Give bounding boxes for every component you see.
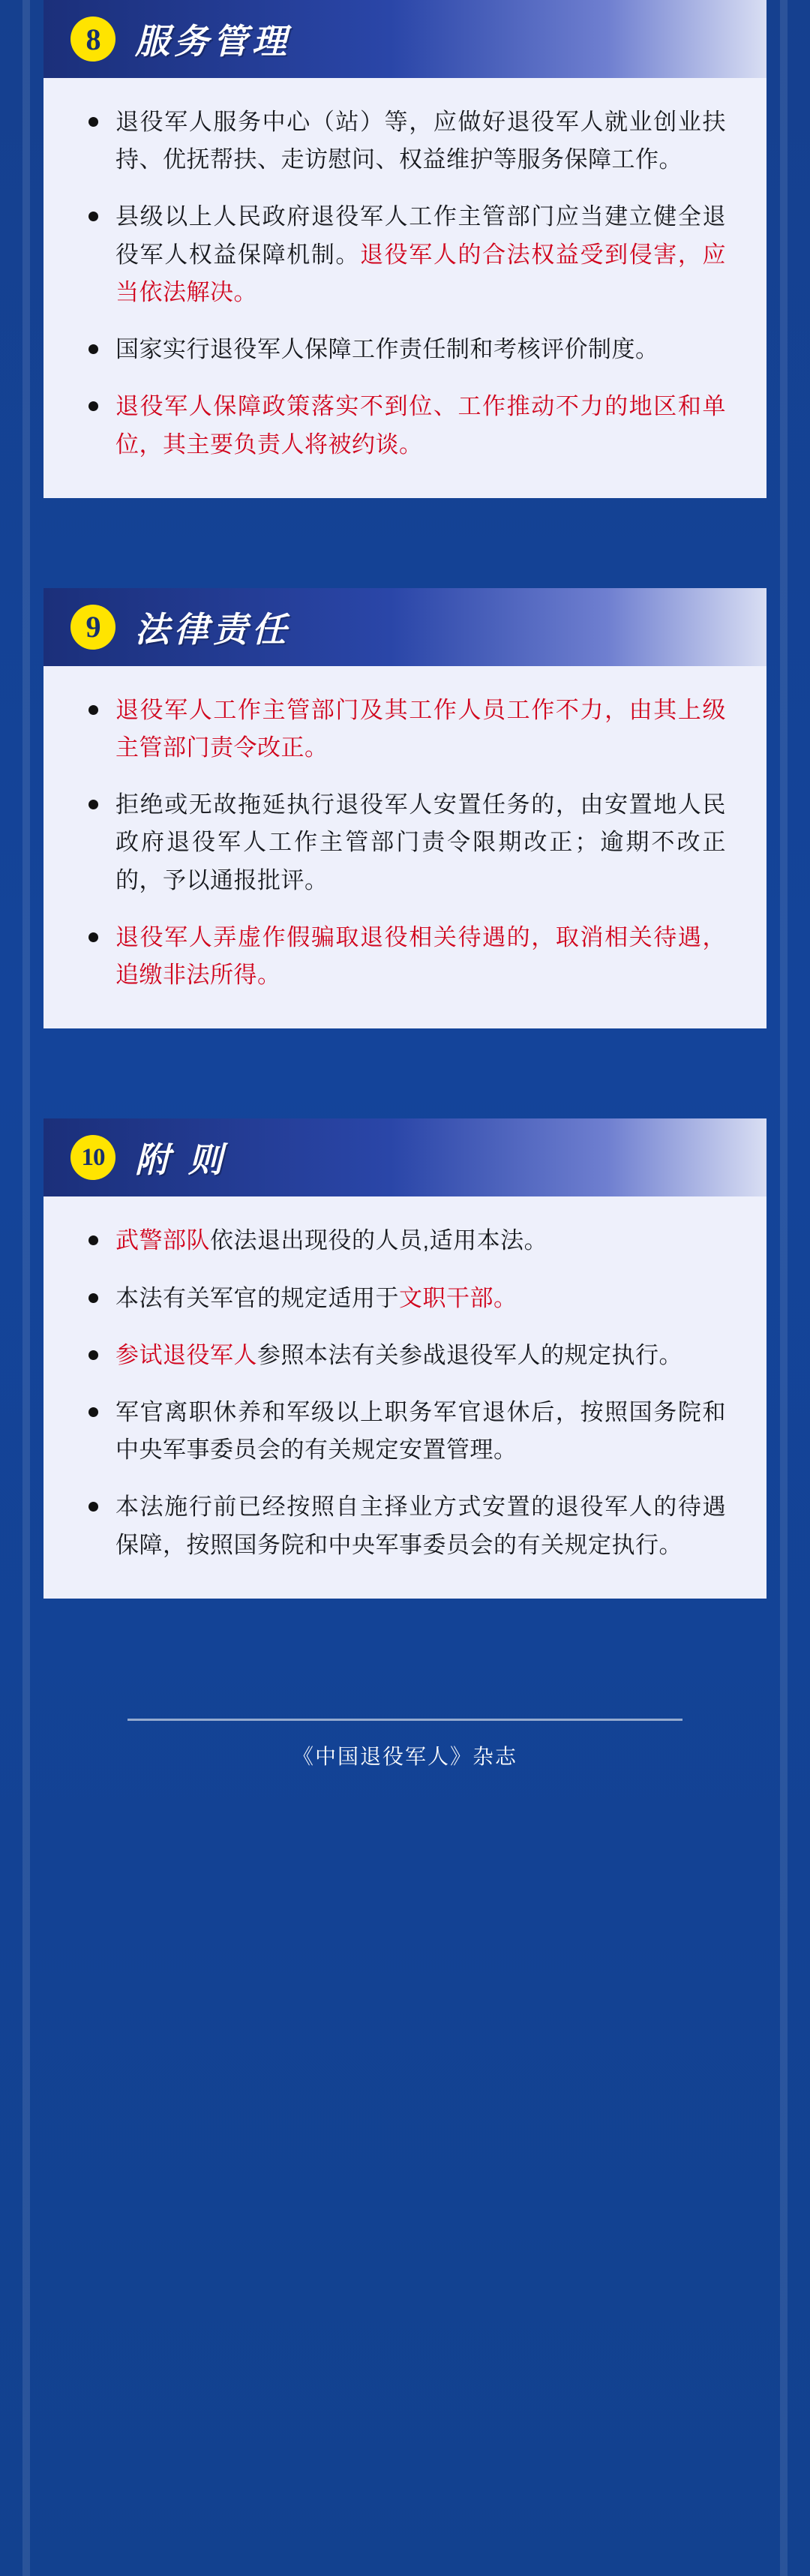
item-text-highlight: 参试退役军人	[116, 1341, 257, 1368]
section-title: 法律责任	[135, 609, 291, 649]
section-title: 附 则	[135, 1140, 227, 1180]
item-text: 依法退出现役的人员,适用本法。	[210, 1227, 548, 1254]
list-item	[84, 1222, 726, 1259]
section-title: 服务管理	[135, 22, 291, 61]
list-item	[84, 1488, 726, 1563]
section-item-list	[84, 692, 726, 995]
item-text: 本法施行前已经按照自主择业方式安置的退役军人的待遇保障，按照国务院和中央军事委员会的有关规定执行。	[116, 1494, 726, 1558]
item-text: 拒绝或无故拖延执行退役军人安置任务的，由安置地人民政府退役军人工作主管部门责令限期改正；逾期不改正的，予以通报批评。	[116, 791, 726, 893]
section-body	[44, 78, 766, 464]
item-text-highlight: 退役军人的合法权益受到侵害，应当依法解决。	[116, 241, 727, 305]
list-item	[84, 331, 726, 368]
section-item-list	[84, 1222, 726, 1564]
section-service-management	[44, 0, 766, 498]
footer-source-text: 《中国退役军人》杂志	[128, 1719, 682, 1770]
list-item	[84, 1337, 726, 1374]
list-item	[84, 919, 726, 994]
section-item-list	[84, 104, 726, 464]
section-number-badge: 8	[70, 17, 116, 62]
item-text: 本法有关军官的规定适用于	[116, 1284, 399, 1311]
section-body	[44, 666, 766, 995]
list-item	[84, 388, 726, 463]
list-item	[84, 1280, 726, 1317]
list-item	[84, 198, 726, 311]
item-text: 退役军人服务中心（站）等，应做好退役军人就业创业扶持、优抚帮扶、走访慰问、权益维护等服务保障工作。	[116, 109, 726, 173]
item-text-highlight: 文职干部。	[399, 1284, 518, 1311]
section-header	[44, 1118, 766, 1196]
section-number-badge: 9	[70, 605, 116, 650]
section-legal-liability	[44, 588, 766, 1029]
list-item	[84, 786, 726, 899]
list-item	[84, 104, 726, 179]
item-text-highlight: 退役军人工作主管部门及其工作人员工作不力，由其上级主管部门责令改正。	[116, 696, 726, 761]
right-rail-decoration	[780, 0, 788, 2576]
list-item	[84, 1394, 726, 1469]
list-item	[84, 692, 726, 767]
item-text-highlight: 退役军人保障政策落实不到位、工作推动不力的地区和单位，其主要负责人将被约谈。	[116, 393, 726, 458]
item-text: 参照本法有关参战退役军人的规定执行。	[257, 1341, 682, 1368]
left-rail-decoration	[22, 0, 30, 2576]
footer	[44, 1689, 766, 1811]
item-text-highlight: 武警部队	[116, 1227, 210, 1254]
section-header	[44, 588, 766, 666]
item-text: 国家实行退役军人保障工作责任制和考核评价制度。	[116, 336, 659, 363]
item-text: 军官离职休养和军级以上职务军官退休后，按照国务院和中央军事委员会的有关规定安置管理。	[116, 1398, 726, 1464]
item-text-highlight: 退役军人弄虚作假骗取退役相关待遇的，取消相关待遇，追缴非法所得。	[116, 923, 726, 989]
section-number-badge: 10	[70, 1135, 116, 1180]
section-body	[44, 1196, 766, 1564]
section-header	[44, 0, 766, 78]
section-supplementary-provisions	[44, 1118, 766, 1599]
item-text: 县级以上人民政府退役军人工作主管部门应当建立健全退役军人权益保障机制。	[116, 203, 726, 268]
